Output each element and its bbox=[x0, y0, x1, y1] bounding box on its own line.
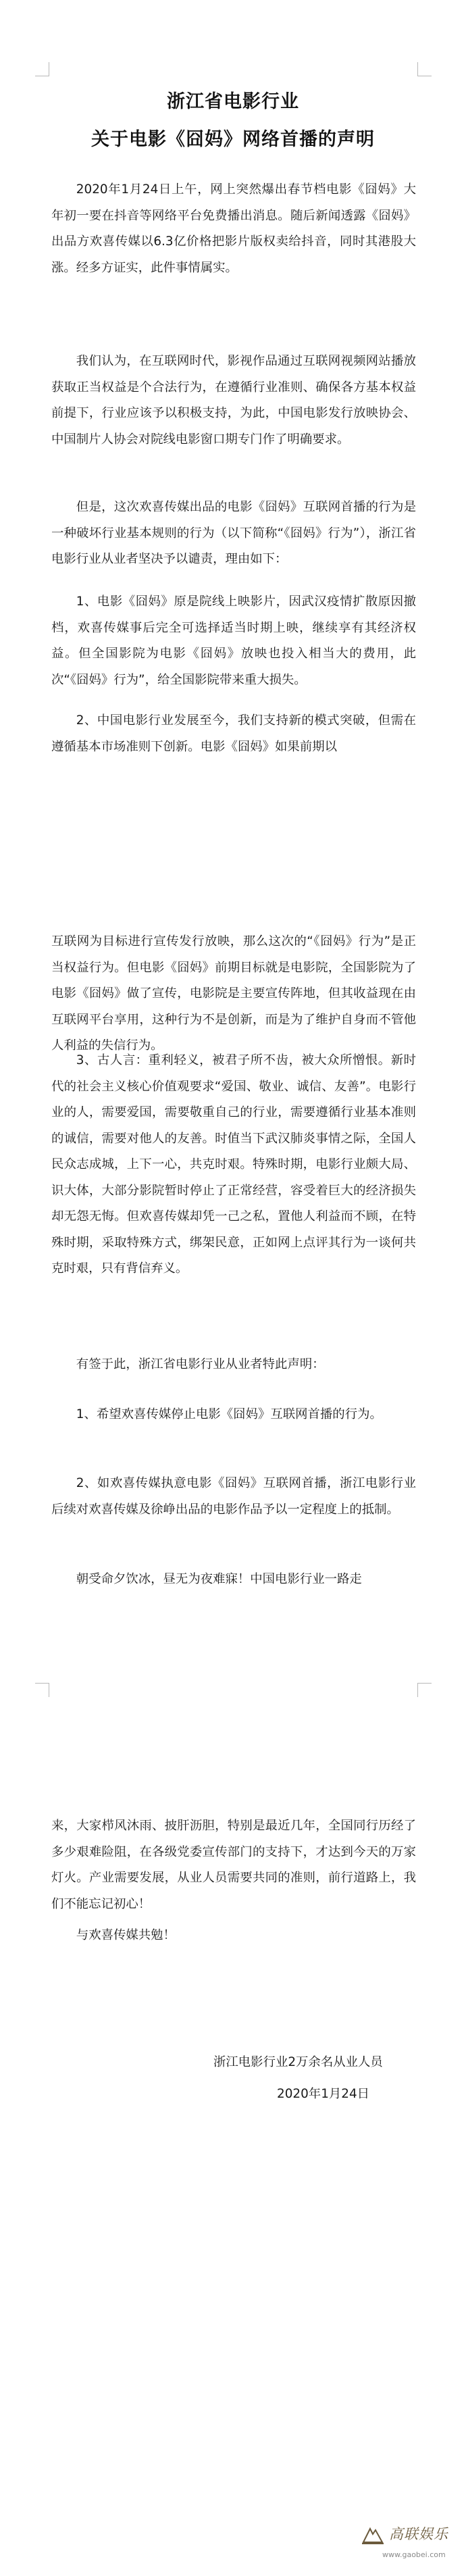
document-title-line-1: 浙江省电影行业 bbox=[167, 91, 299, 112]
page-corner-mark bbox=[35, 1683, 49, 1697]
signature-date: 2020年1月24日 bbox=[277, 2087, 370, 2101]
document-page-1 bbox=[0, 0, 466, 804]
paragraph-reason-2-start: 2、中国电影行业发展至今，我们支持新的模式突破，但需在遵循基本市场准则下创新。电影《囧妈》如果前期以 bbox=[51, 713, 416, 754]
page-break-gap bbox=[0, 1745, 466, 1794]
paragraph-closing-cont: 来，大家栉风沐雨、披肝沥胆，特别是最近几年，全国同行历经了多少艰难险阻，在各级党委宣传部门的支持下，才达到今天的万家灯火。产业需要发展，从业人员需要共同的准则，前行道路上，我们不能忘记初心！ bbox=[51, 1819, 416, 1911]
watermark-logo-icon bbox=[361, 2525, 385, 2546]
watermark-brand: 高联娱乐 bbox=[389, 2526, 448, 2542]
paragraph-declaration-2: 2、如欢喜传媒执意电影《囧妈》互联网首播，浙江电影行业后续对欢喜传媒及徐峥出品的电影作品予以一定程度上的抵制。 bbox=[51, 1476, 416, 1517]
paragraph-declaration-intro: 有签于此，浙江省电影行业从业者特此声明： bbox=[76, 1357, 325, 1371]
paragraph-position: 我们认为，在互联网时代，影视作品通过互联网视频网站播放获取正当权益是个合法行为，在遵循行业准则、确保各方基本权益前提下，行业应该予以积极支持，为此，中国电影发行放映协会、中国制片人协会对院线电影窗口期专门作了明确要求。 bbox=[51, 354, 416, 447]
document-page-2 bbox=[0, 888, 466, 1745]
signature-organization: 浙江电影行业2万余名从业人员 bbox=[213, 2055, 383, 2069]
paragraph-declaration-1: 1、希望欢喜传媒停止电影《囧妈》互联网首播的行为。 bbox=[76, 1407, 382, 1421]
paragraph-encouragement: 与欢喜传媒共勉！ bbox=[76, 1928, 176, 1942]
paragraph-reason-3: 3、古人言：重利轻义，被君子所不齿，被大众所憎恨。新时代的社会主义核心价值观要求“爱国、敬业、诚信、友善”。电影行业的人，需要爱国，需要敬重自己的行业，需要遵循行业基本准则的诚信，需要对他人的友善。时值当下武汉肺炎事情之际，全国人民众志成城，上下一心，共克时艰。特殊时期，电影行业颇大局、识大体，大部分影院暂时停止了正常经营，容受着巨大的经济损失却无怨无悔。但欢喜传媒却凭一己之私，置他人利益而不顾，在特殊时期，采取特殊方式，绑架民意，正如网上点评其行为一谈何共克时艰，只有背信弃义。 bbox=[51, 1053, 416, 1276]
paragraph-reason-1: 1、电影《囧妈》原是院线上映影片，因武汉疫情扩散原因撤档，欢喜传媒事后完全可选择适当时期上映，继续享有其经济权益。但全国影院为电影《囧妈》放映也投入相当大的费用，此次“《囧妈》行为”，给全国影院带来重大损失。 bbox=[51, 595, 416, 687]
paragraph-intro: 2020年1月24日上午，网上突然爆出春节档电影《囧妈》大年初一要在抖音等网络平台免费播出消息。随后新闻透露《囧妈》出品方欢喜传媒以6.3亿价格把影片版权卖给抖音，同时其港股大涨。经多方证实，此件事情属实。 bbox=[51, 182, 416, 275]
site-watermark bbox=[361, 2521, 462, 2568]
page-corner-mark bbox=[417, 1683, 432, 1697]
page-break-gap bbox=[0, 804, 466, 888]
document-title-line-2: 关于电影《囧妈》网络首播的声明 bbox=[91, 129, 375, 150]
paragraph-condemnation: 但是，这次欢喜传媒出品的电影《囧妈》互联网首播的行为是一种破坏行业基本规则的行为（以下简称“《囧妈》行为”），浙江省电影行业从业者坚决予以谴责，理由如下： bbox=[51, 500, 416, 566]
watermark-url: www.gaobei.com bbox=[382, 2550, 446, 2559]
paragraph-closing-start: 朝受命夕饮冰，昼无为夜难寐！中国电影行业一路走 bbox=[76, 1572, 362, 1586]
paragraph-reason-2-cont: 互联网为目标进行宣传发行放映，那么这次的“《囧妈》行为”是正当权益行为。但电影《囧妈》前期目标就是电影院，全国影院为了电影《囧妈》做了宣传，电影院是主要宣传阵地，但其收益现在由互联网平台享用，这种行为不是创新，而是为了维护自身而不管他人利益的失信行为。 bbox=[51, 934, 416, 1053]
page-corner-mark bbox=[35, 62, 49, 76]
document-page-3 bbox=[0, 1794, 466, 2576]
page-corner-mark bbox=[417, 62, 432, 76]
